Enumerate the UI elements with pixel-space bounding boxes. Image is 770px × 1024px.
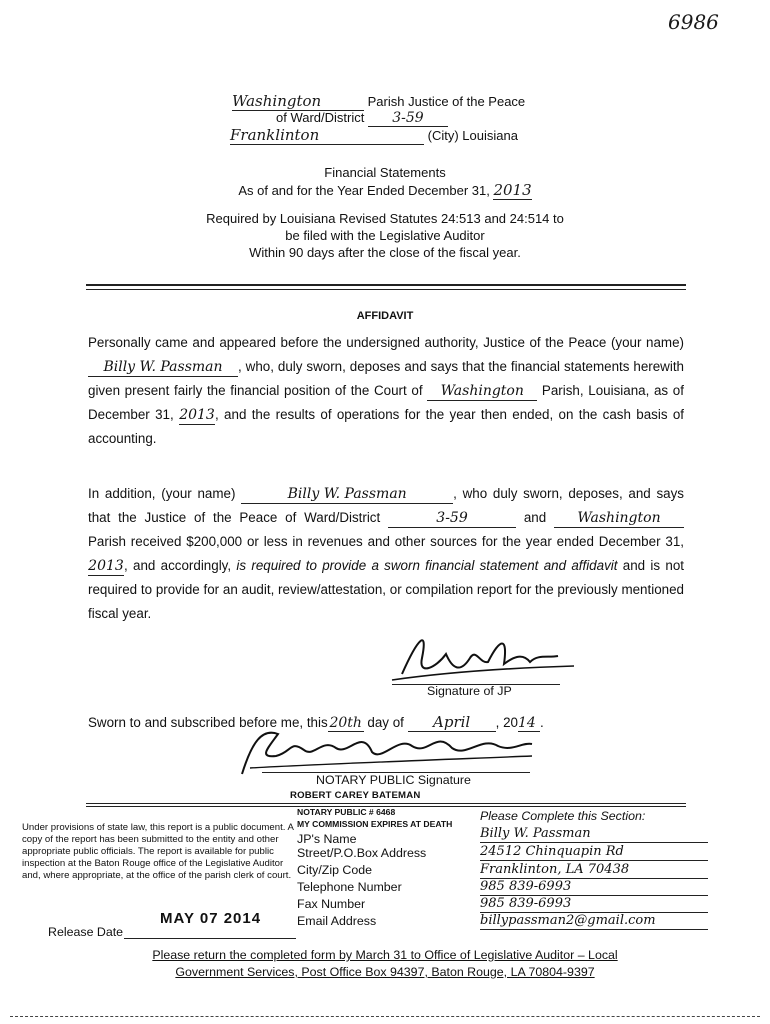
field-value-address: 24512 Chinquapin Rd xyxy=(480,844,708,861)
sworn-year-field: 14 xyxy=(518,715,540,732)
p2-parish-field: Washington xyxy=(554,509,684,528)
field-value-email: billypassman2@gmail.com xyxy=(480,913,708,930)
sworn-text-c: , 20 xyxy=(495,715,518,730)
p1-text-b: , who, duly sworn, deposes and says that the financial statements herewith given present fairly the financial position of the Court of xyxy=(88,359,684,398)
p2-ward-field: 3-59 xyxy=(388,509,516,528)
p1-text-c: Parish, Louisiana, as of December 31, xyxy=(88,383,684,422)
parish-label: Parish Justice of the Peace xyxy=(367,94,526,109)
field-label-telephone: Telephone Number xyxy=(297,880,402,894)
document-number: 6986 xyxy=(668,10,719,34)
jp-signature-label: Signature of JP xyxy=(427,684,512,698)
fs-period xyxy=(0,181,770,200)
fs-period-text: As of and for the Year Ended December 31, xyxy=(238,183,490,198)
city-label: (City) Louisiana xyxy=(427,128,518,143)
return-instructions-1 xyxy=(0,948,770,962)
release-date-stamp: MAY 07 2014 xyxy=(160,910,262,927)
p1-year-field: 2013 xyxy=(179,407,215,423)
p2-year-field: 2013 xyxy=(88,558,124,574)
p2-text-b: , who duly sworn, deposes, and says that the Justice of the Peace of Ward/District xyxy=(88,486,684,525)
fs-title: Financial Statements xyxy=(324,165,446,180)
ward-line xyxy=(276,110,536,127)
release-date-label: Release Date xyxy=(48,925,124,939)
release-date-line xyxy=(124,938,296,939)
jp-signature-icon xyxy=(388,628,578,690)
p1-text-a: Personally came and appeared before the undersigned authority, Justice of the Peace (your name) xyxy=(88,335,684,350)
city-value-field: Franklinton xyxy=(230,126,424,145)
complete-section-label: Please Complete this Section: xyxy=(480,809,646,823)
field-label-address: Street/P.O.Box Address xyxy=(297,846,427,860)
parish-name-field: Washington xyxy=(232,92,364,111)
court-parish-field: Washington xyxy=(427,382,537,401)
field-value-city-zip: Franklinton, LA 70438 xyxy=(480,862,708,879)
p2-text-c: Parish received $200,000 or less in revenues and other sources for the year ended December 31, xyxy=(88,534,684,549)
sworn-month-field: April xyxy=(408,713,496,732)
field-label-fax: Fax Number xyxy=(297,897,366,911)
page-bottom-rule xyxy=(10,1016,760,1017)
jp-name-field-2: Billy W. Passman xyxy=(241,485,453,504)
p2-italic-text: is required to provide a sworn financial statement and affidavit xyxy=(236,558,618,573)
requirement-line-1: Required by Louisiana Revised Statutes 24:513 and 24:514 to xyxy=(206,211,564,226)
notary-number: NOTARY PUBLIC # 6468 xyxy=(297,807,396,817)
return-instructions-text-1: Please return the completed form by March 31 to Office of Legislative Auditor – Local xyxy=(152,948,618,962)
affidavit-paragraph-2 xyxy=(88,482,684,626)
p2-text-d: , and accordingly, xyxy=(124,558,232,573)
city-line xyxy=(230,126,550,145)
notary-commission: MY COMMISSION EXPIRES AT DEATH xyxy=(297,819,453,829)
divider-middle xyxy=(86,803,686,804)
field-label-city-zip: City/Zip Code xyxy=(297,863,373,877)
divider-top-thin xyxy=(86,289,686,290)
ward-value-field: 3-59 xyxy=(368,110,448,127)
sworn-day-field: 20th xyxy=(329,715,362,731)
public-document-note: Under provisions of state law, this report is a public document. A copy of the report has been submitted to the entity and other appropriate public officials. The report is available for public inspection at the Baton Rouge office of the Legislative Auditor and, where appropriate, at the office of the parish clerk of court. xyxy=(22,822,294,881)
sworn-line: Sworn to and subscribed before me, this 20th day of April , 2014 . xyxy=(88,713,544,731)
affidavit-paragraph-1 xyxy=(88,331,684,451)
notary-signature-label: NOTARY PUBLIC Signature xyxy=(316,773,471,787)
divider-top xyxy=(86,284,686,286)
notary-name: ROBERT CAREY BATEMAN xyxy=(290,790,421,801)
requirement-line-2: be filed with the Legislative Auditor xyxy=(285,228,485,243)
field-value-jp-name: Billy W. Passman xyxy=(480,826,708,843)
parish-line xyxy=(232,92,552,111)
ward-label: of Ward/District xyxy=(276,110,365,125)
sworn-text-b: day of xyxy=(367,715,404,730)
p1-text-d: , and the results of operations for the year then ended, on the cash basis of accounting. xyxy=(88,407,684,446)
field-label-email: Email Address xyxy=(297,914,377,928)
requirement-line-3: Within 90 days after the close of the fiscal year. xyxy=(249,245,521,260)
p2-text-e: and is not required to provide for an audit, review/attestation, or compilation report for the previously mentioned fiscal year. xyxy=(88,558,684,621)
sworn-text-a: Sworn to and subscribed before me, this xyxy=(88,715,328,730)
return-instructions-2 xyxy=(0,965,770,979)
field-label-jp-name: JP's Name xyxy=(297,832,357,846)
p2-and: and xyxy=(523,510,547,525)
return-instructions-text-2: Government Services, Post Office Box 94397, Baton Rouge, LA 70804-9397 xyxy=(175,965,595,979)
affidavit-title: AFFIDAVIT xyxy=(356,310,414,322)
field-value-fax: 985 839-6993 xyxy=(480,896,708,913)
p2-text-a: In addition, (your name) xyxy=(88,486,236,501)
field-value-telephone: 985 839-6993 xyxy=(480,879,708,896)
jp-name-field: Billy W. Passman xyxy=(88,358,238,377)
fs-year-field: 2013 xyxy=(493,181,532,199)
